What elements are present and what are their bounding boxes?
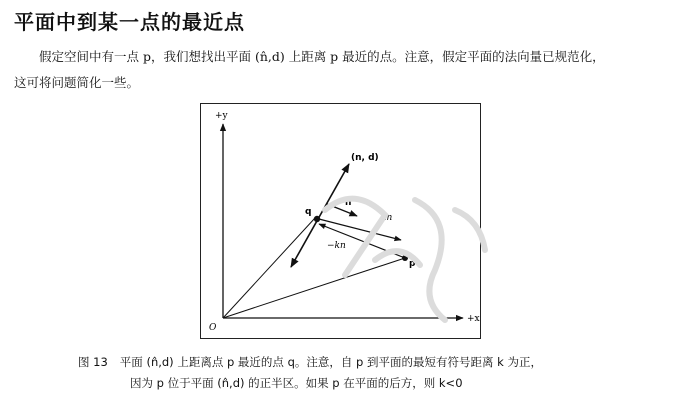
section-heading: 平面中到某一点的最近点 bbox=[14, 10, 245, 34]
watermark-logo bbox=[305, 170, 505, 330]
caption-line-2: 因为 p 位于平面 (n̂,d) 的正半区。如果 p 在平面的后方，则 k<0 bbox=[130, 376, 463, 390]
q-label: q bbox=[305, 207, 312, 217]
plane-label: (n, d) bbox=[351, 153, 379, 163]
caption-line-1: 平面 (n̂,d) 上距离点 p 最近的点 q。注意，自 p 到平面的最短有符号距离 k 为正， bbox=[119, 355, 542, 369]
body-paragraph bbox=[14, 44, 684, 96]
p-label: p bbox=[409, 259, 416, 269]
x-axis-label: +x bbox=[467, 314, 480, 324]
origin-label: O bbox=[209, 323, 217, 333]
paragraph-line-2: 这可将问题简化一些。 bbox=[14, 75, 140, 90]
y-axis-label: +y bbox=[215, 111, 228, 121]
n-label: n bbox=[345, 198, 352, 208]
figure-caption bbox=[78, 352, 678, 394]
kn-label: kn bbox=[381, 213, 393, 223]
neg-kn-label: −kn bbox=[327, 241, 346, 251]
paragraph-line-1: 假定空间中有一点 p，我们想找出平面 (n̂,d) 上距离 p 最近的点。注意，假定平面的法向量已规范化， bbox=[39, 49, 605, 64]
caption-figure-number: 图 13 bbox=[78, 355, 108, 369]
